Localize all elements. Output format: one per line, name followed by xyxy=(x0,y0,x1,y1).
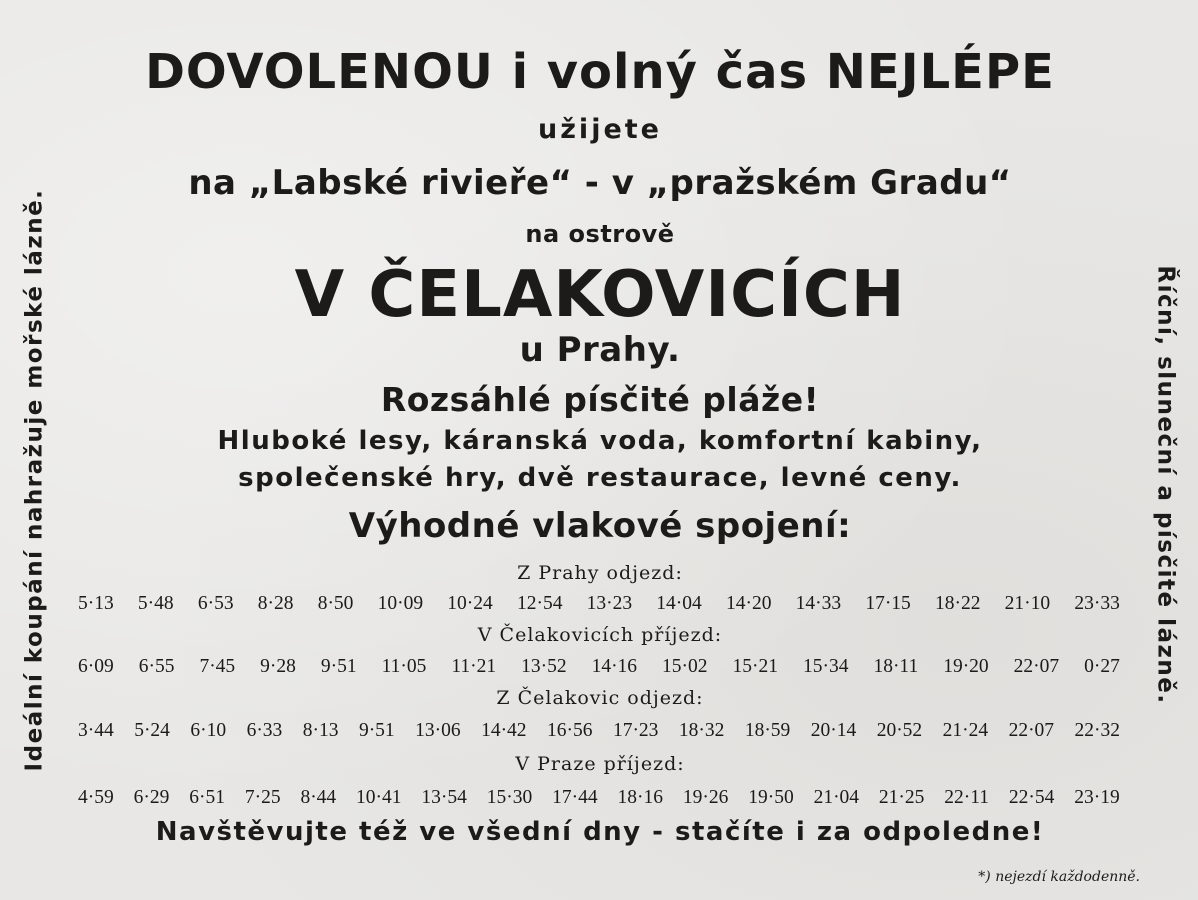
departure-time: 6·09 xyxy=(78,656,114,677)
footnote: *) nejezdí každodenně. xyxy=(978,869,1140,885)
departure-time: 14·42 xyxy=(481,720,527,741)
subheadline-riviera: na „Labské rivieře“ - v „pražském Gradu“ xyxy=(188,163,1012,203)
departure-time: 9·28 xyxy=(260,656,296,677)
departure-time: 13·06 xyxy=(415,720,461,741)
departure-time: 13·54 xyxy=(421,787,467,808)
timetable-row xyxy=(78,593,1120,615)
departure-time: 23·19 xyxy=(1074,787,1120,808)
departure-time: 6·10 xyxy=(190,720,227,741)
departure-time: 22·32 xyxy=(1074,720,1120,741)
features-line-1: Hluboké lesy, káranská voda, komfortní kabiny, xyxy=(217,426,983,456)
departure-time: 22·07 xyxy=(1013,656,1060,677)
subheadline-island: na ostrově xyxy=(525,220,675,248)
headline: DOVOLENOU i volný čas NEJLÉPE xyxy=(145,44,1055,100)
departure-time: 5·13 xyxy=(78,593,114,614)
departure-time: 15·30 xyxy=(486,787,533,808)
departure-time: 6·33 xyxy=(246,720,283,741)
departure-time: 19·26 xyxy=(682,787,729,808)
departure-time: 17·44 xyxy=(552,787,598,808)
departure-time: 16·56 xyxy=(547,720,593,741)
departure-time: 13·23 xyxy=(586,593,633,614)
departure-time: 9·51 xyxy=(320,656,357,677)
departure-time: 18·16 xyxy=(617,787,663,808)
features-line-2: společenské hry, dvě restaurace, levné ceny. xyxy=(238,463,962,493)
timetable-row xyxy=(78,656,1120,678)
departure-time: 6·29 xyxy=(133,787,170,808)
departure-time: 9·51 xyxy=(358,720,395,741)
timetable-row xyxy=(78,787,1120,809)
departure-time: 10·41 xyxy=(356,787,402,808)
departure-time: 15·21 xyxy=(732,656,778,677)
departure-time: 20·52 xyxy=(876,720,923,741)
departure-time: 10·09 xyxy=(377,593,424,614)
departure-time: 7·45 xyxy=(199,656,236,677)
departure-time: 5·24 xyxy=(134,720,170,741)
beaches-slogan: Rozsáhlé písčité pláže! xyxy=(380,380,820,419)
place-suffix: u Prahy. xyxy=(519,330,681,370)
timetable-label: V Praze příjezd: xyxy=(515,753,685,775)
timetable-row xyxy=(78,720,1120,742)
departure-time: 19·20 xyxy=(943,656,989,677)
departure-time: 3·44 xyxy=(78,720,114,741)
departure-time: 8·13 xyxy=(302,720,339,741)
departure-time: 12·54 xyxy=(516,593,563,614)
departure-time: 8·44 xyxy=(300,787,337,808)
departure-time: 6·55 xyxy=(138,656,175,677)
departure-time: 6·51 xyxy=(189,787,225,808)
departure-time: 0·27 xyxy=(1084,656,1120,677)
side-text-right xyxy=(1144,210,1188,760)
departure-time: 15·02 xyxy=(662,656,708,677)
departure-time: 21·10 xyxy=(1004,593,1051,614)
timetable-label: Z Čelakovic odjezd: xyxy=(496,687,704,709)
place-name: V ČELAKOVICÍCH xyxy=(294,258,906,332)
departure-time: 6·53 xyxy=(197,593,234,614)
side-text-right-label: Říční, sluneční a písčité lázně. xyxy=(1153,265,1179,705)
departure-time: 4·59 xyxy=(78,787,114,808)
departure-time: 11·21 xyxy=(451,656,497,677)
departure-time: 14·33 xyxy=(795,593,842,614)
departure-time: 11·05 xyxy=(381,656,427,677)
subheadline-enjoy: užijete xyxy=(538,114,662,145)
departure-time: 14·04 xyxy=(656,593,702,614)
departure-time: 18·59 xyxy=(744,720,791,741)
timetable-label: V Čelakovicích příjezd: xyxy=(477,624,723,646)
side-text-left-label: Ideální koupání nahražuje mořské lázně. xyxy=(21,188,47,772)
departure-time: 21·24 xyxy=(942,720,989,741)
departure-time: 20·14 xyxy=(810,720,857,741)
departure-time: 21·25 xyxy=(878,787,925,808)
connections-heading: Výhodné vlakové spojení: xyxy=(348,506,852,546)
departure-time: 18·22 xyxy=(934,593,981,614)
departure-time: 18·32 xyxy=(678,720,725,741)
departure-time: 8·28 xyxy=(257,593,294,614)
departure-time: 17·15 xyxy=(865,593,911,614)
departure-time: 22·07 xyxy=(1008,720,1055,741)
departure-time: 22·54 xyxy=(1008,787,1055,808)
departure-time: 14·16 xyxy=(591,656,638,677)
departure-time: 13·52 xyxy=(521,656,567,677)
departure-time: 21·04 xyxy=(813,787,860,808)
timetable-label: Z Prahy odjezd: xyxy=(517,562,683,584)
departure-time: 10·24 xyxy=(447,593,493,614)
departure-time: 23·33 xyxy=(1074,593,1120,614)
departure-time: 17·23 xyxy=(612,720,659,741)
departure-time: 15·34 xyxy=(802,656,849,677)
departure-time: 22·11 xyxy=(944,787,990,808)
side-text-left xyxy=(12,99,56,861)
departure-time: 14·20 xyxy=(725,593,772,614)
departure-time: 7·25 xyxy=(244,787,281,808)
departure-time: 8·50 xyxy=(317,593,354,614)
footer-slogan: Navštěvujte též ve všední dny - stačíte i za odpoledne! xyxy=(155,817,1045,847)
departure-time: 18·11 xyxy=(873,656,919,677)
departure-time: 5·48 xyxy=(137,593,174,614)
departure-time: 19·50 xyxy=(748,787,794,808)
